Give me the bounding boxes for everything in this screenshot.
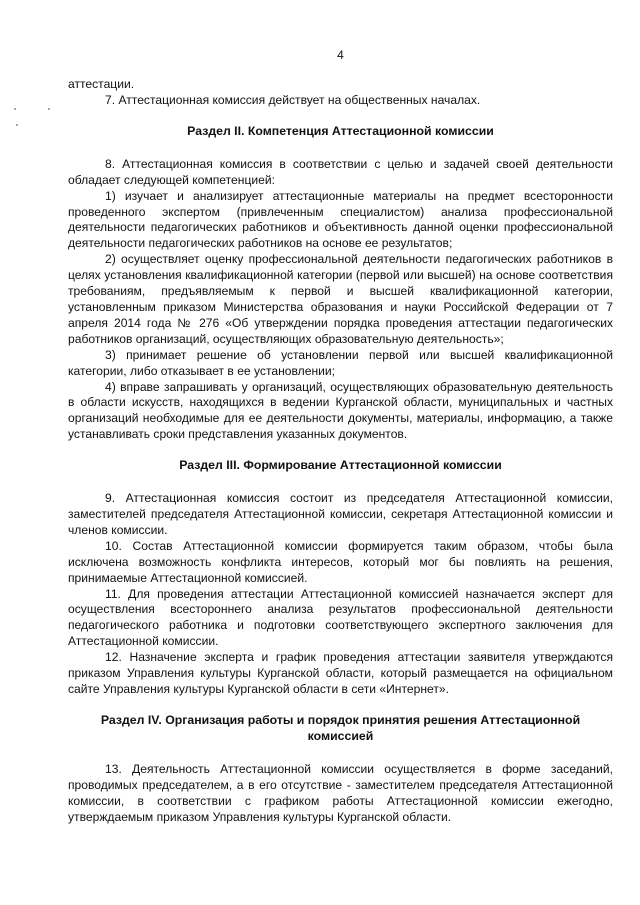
paragraph-7: 7. Аттестационная комиссия действует на общественных началах. xyxy=(105,92,481,107)
paragraph-8-3: 3) принимает решение об установлении первой или высшей квалификационной категории, либо отказывает в ее установлении; xyxy=(68,347,613,378)
paragraph-8-1: 1) изучает и анализирует аттестационные материалы на предмет всесторонности проведенного экспертом (привлеченным специалистом) анализа профессиональной деятельности педагогических работников и объективность данной оценки профессиональной деятельности педагогических работников на основе ее результатов; xyxy=(68,188,613,251)
document-body xyxy=(68,77,613,826)
scan-artifact xyxy=(14,108,16,110)
section-2-heading: Раздел II. Компетенция Аттестационной комиссии xyxy=(187,123,494,138)
paragraph-13: 13. Деятельность Аттестационной комиссии осуществляется в форме заседаний, проводимых председателем, а в его отсутствие - заместителем председателя Аттестационной комиссии, в соответствии с графиком работы Аттестационной комиссии ежегодно, утверждаемым приказом Управления культуры Курганской области. xyxy=(68,761,613,824)
paragraph-11: 11. Для проведения аттестации Аттестационной комиссией назначается эксперт для осуществления всестороннего анализа результатов профессиональной деятельности педагогического работника и подготовки соответствующего экспертного заключения для Аттестационной комиссии. xyxy=(68,586,613,649)
paragraph-8-2: 2) осуществляет оценку профессиональной деятельности педагогических работников в целях установления квалификационной категории (первой или высшей) на основе соответствия требованиям, предъявляемым к первой и высшей квалификационной категории, установленным приказом Министерства образования и науки Российской Федерации от 7 апреля 2014 года № 276 «Об утверждении порядка проведения аттестации педагогических работников организаций, осуществляющих образовательную деятельность»; xyxy=(68,252,613,346)
section-4-heading-line-2: комиссией xyxy=(307,728,374,743)
paragraph-12: 12. Назначение эксперта и график проведения аттестации заявителя утверждаются приказом Управления культуры Курганской области, который размещается на официальном сайте Управления культуры Курганской области в сети «Интернет». xyxy=(68,650,613,696)
section-3-heading: Раздел III. Формирование Аттестационной комиссии xyxy=(179,458,502,473)
paragraph-8-4: 4) вправе запрашивать у организаций, осуществляющих образовательную деятельность в области искусств, находящихся в ведении Курганской области, муниципальных и частных организаций необходимые для ее деятельности документы, материалы, информацию, а также устанавливать сроки представления указанных документов. xyxy=(68,379,613,442)
paragraph-8: 8. Аттестационная комиссия в соответствии с целью и задачей своей деятельности обладает следующей компетенцией: xyxy=(68,156,613,187)
paragraph-10: 10. Состав Аттестационной комиссии формируется таким образом, чтобы была исключена возможность конфликта интересов, который мог бы повлиять на решения, принимаемые Аттестационной комиссией. xyxy=(68,538,613,585)
section-4-heading-line-1: Раздел IV. Организация работы и порядок принятия решения Аттестационной xyxy=(100,712,581,727)
scan-artifact xyxy=(16,124,18,126)
paragraph-continuation: аттестации. xyxy=(68,77,135,91)
paragraph-9: 9. Аттестационная комиссия состоит из председателя Аттестационной комиссии, заместителей председателя Аттестационной комиссии, секретаря Аттестационной комиссии и членов комиссии. xyxy=(68,491,613,537)
page-number: 4 xyxy=(337,48,344,62)
scan-artifact xyxy=(48,108,50,110)
